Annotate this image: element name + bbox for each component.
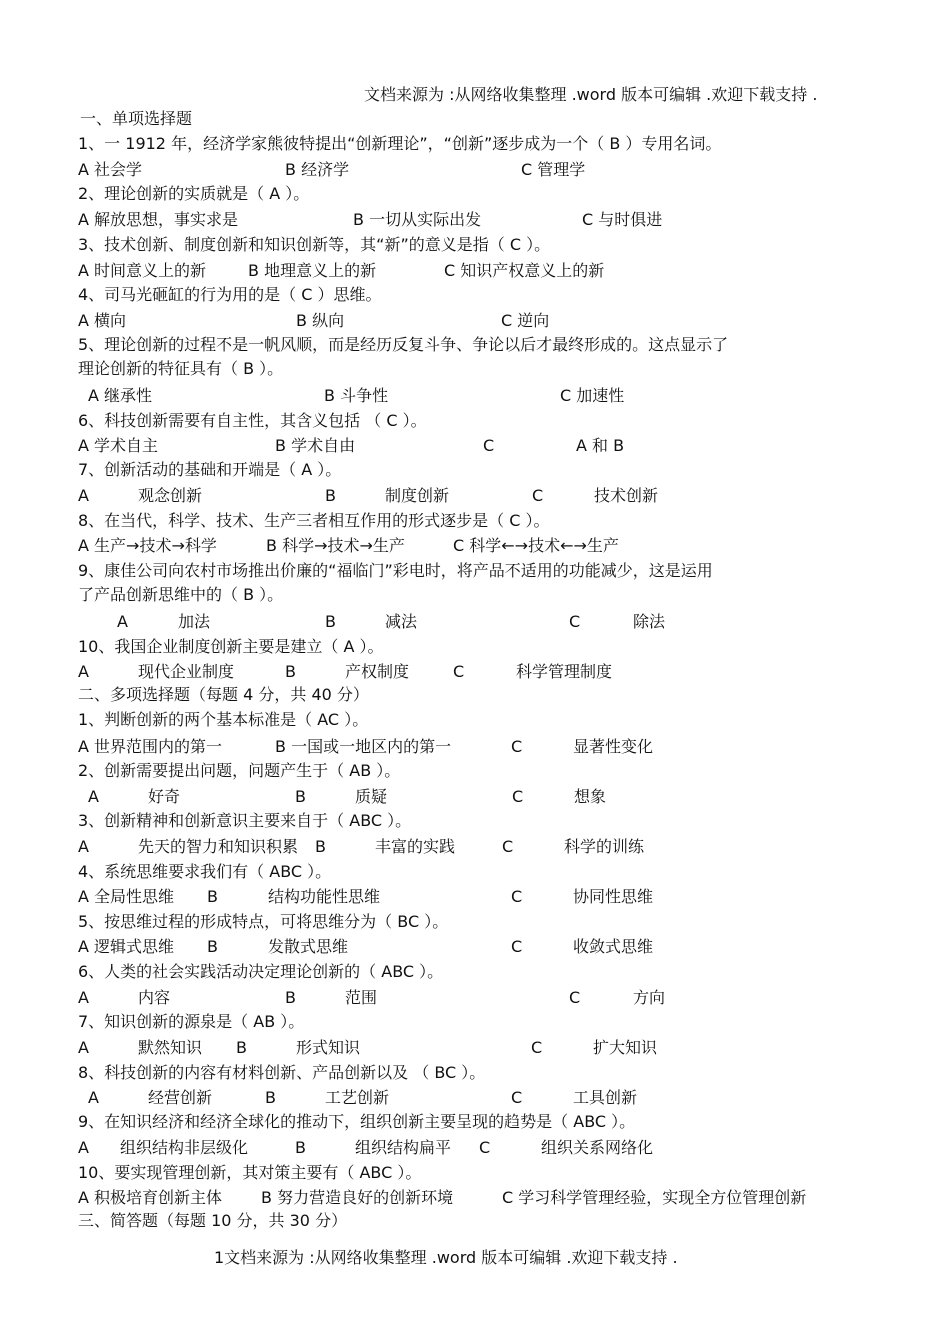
option-letter: A (78, 486, 89, 505)
option-letter: C (569, 612, 581, 631)
option: 组织关系网络化 (541, 1138, 654, 1157)
question-text: 10、我国企业制度创新主要是建立（ A ）。 (78, 637, 384, 656)
option-letter: B (285, 988, 296, 1007)
option: B 地理意义上的新 (248, 261, 377, 280)
question-text: 4、系统思维要求我们有（ ABC ）。 (78, 862, 332, 881)
option-letter: A (78, 1138, 89, 1157)
option: 范围 (345, 988, 378, 1007)
option-letter: A (88, 1088, 99, 1107)
option-letter: C (511, 887, 523, 906)
option: A 学术自主 (78, 436, 159, 455)
option: B 一国或一地区内的第一 (275, 737, 452, 756)
option-letter: C (512, 787, 524, 806)
option: A 和 B (576, 436, 625, 455)
option: 发散式思维 (268, 937, 349, 956)
option: C 加速性 (560, 386, 625, 405)
option-letter: B (285, 662, 296, 681)
option-letter: C (531, 1038, 543, 1057)
option: 技术创新 (594, 486, 659, 505)
option-letter: A (88, 787, 99, 806)
option-letter: C (569, 988, 581, 1007)
option-letter: B (295, 1138, 306, 1157)
question-text: 2、理论创新的实质就是（ A ）。 (78, 184, 310, 203)
section-title: 二、多项选择题（每题 4 分，共 40 分） (78, 685, 369, 704)
option: 现代企业制度 (138, 662, 235, 681)
page-header: 文档来源为 :从网络收集整理 .word 版本可编辑 .欢迎下载支持 . (364, 85, 818, 104)
option: A 社会学 (78, 160, 143, 179)
option-letter: C (453, 662, 465, 681)
option: A 逻辑式思维 (78, 937, 175, 956)
option-letter: A (117, 612, 128, 631)
option: A 世界范围内的第一 (78, 737, 223, 756)
question-text: 1、判断创新的两个基本标准是（ AC ）。 (78, 710, 369, 729)
option: 组织结构扁平 (355, 1138, 452, 1157)
option: B 努力营造良好的创新环境 (261, 1188, 454, 1207)
question-text: 1、一 1912 年，经济学家熊彼特提出“创新理论”，“创新”逐步成为一个（ B ）专用名词。 (78, 134, 722, 153)
option: 减法 (385, 612, 418, 631)
option-letter: B (236, 1038, 247, 1057)
option: 质疑 (355, 787, 388, 806)
option: A 生产→技术→科学 (78, 536, 217, 555)
option: 组织结构非层级化 (120, 1138, 249, 1157)
option: C 知识产权意义上的新 (444, 261, 605, 280)
option-letter: A (78, 837, 89, 856)
option: 经营创新 (148, 1088, 213, 1107)
question-text: 6、科技创新需要有自主性，其含义包括 （ C ）。 (78, 411, 427, 430)
option: 除法 (633, 612, 666, 631)
option-letter: C (511, 937, 523, 956)
question-text: 了产品创新思维中的（ B ）。 (78, 585, 284, 604)
option: 丰富的实践 (375, 837, 456, 856)
option: A 时间意义上的新 (78, 261, 207, 280)
page-footer: 1文档来源为 :从网络收集整理 .word 版本可编辑 .欢迎下载支持 . (214, 1248, 678, 1267)
option-letter: B (265, 1088, 276, 1107)
option: C 学习科学管理经验，实现全方位管理创新 (502, 1188, 807, 1207)
question-text: 9、康佳公司向农村市场推出价廉的“福临门”彩电时，将产品不适用的功能减少，这是运用 (78, 561, 713, 580)
option: A 继承性 (88, 386, 153, 405)
option: 观念创新 (138, 486, 203, 505)
option: 默然知识 (138, 1038, 203, 1057)
question-text: 7、创新活动的基础和开端是（ A ）。 (78, 460, 342, 479)
option: A 解放思想，事实求是 (78, 210, 239, 229)
option-letter: C (511, 737, 523, 756)
question-text: 10、要实现管理创新，其对策主要有（ ABC ）。 (78, 1163, 422, 1182)
section-title: 三、简答题（每题 10 分，共 30 分） (78, 1211, 348, 1230)
option: 先天的智力和知识积累 (138, 837, 299, 856)
option-letter: A (78, 988, 89, 1007)
option: 协同性思维 (573, 887, 654, 906)
option-letter: B (295, 787, 306, 806)
option: 制度创新 (385, 486, 450, 505)
option: 工具创新 (573, 1088, 638, 1107)
question-text: 8、科技创新的内容有材料创新、产品创新以及 （ BC ）。 (78, 1063, 486, 1082)
question-text: 2、创新需要提出问题，问题产生于（ AB ）。 (78, 761, 401, 780)
option: B 一切从实际出发 (353, 210, 482, 229)
option: 好奇 (148, 787, 181, 806)
option: 方向 (633, 988, 666, 1007)
question-text: 6、人类的社会实践活动决定理论创新的（ ABC ）。 (78, 962, 444, 981)
option: 科学管理制度 (516, 662, 613, 681)
option: C 与时俱进 (582, 210, 663, 229)
section-title: 一、单项选择题 (80, 109, 193, 128)
option-letter: C (511, 1088, 523, 1107)
option: 产权制度 (345, 662, 410, 681)
question-text: 4、司马光砸缸的行为用的是（ C ）思维。 (78, 285, 382, 304)
option: A 全局性思维 (78, 887, 175, 906)
option: C 管理学 (521, 160, 586, 179)
option-letter: B (315, 837, 326, 856)
question-text: 理论创新的特征具有（ B ）。 (78, 359, 284, 378)
option: A 横向 (78, 311, 127, 330)
option-letter: B (325, 612, 336, 631)
option: 扩大知识 (593, 1038, 658, 1057)
question-text: 3、技术创新、制度创新和知识创新等，其“新”的意义是指（ C ）。 (78, 235, 551, 254)
option: B 经济学 (285, 160, 350, 179)
option: C (483, 436, 495, 455)
option: 加法 (178, 612, 211, 631)
option: B 纵向 (296, 311, 345, 330)
option: 结构功能性思维 (268, 887, 381, 906)
option: 形式知识 (296, 1038, 361, 1057)
option: B 学术自由 (275, 436, 356, 455)
question-text: 7、知识创新的源泉是（ AB ）。 (78, 1012, 305, 1031)
option-letter: C (479, 1138, 491, 1157)
option: 收敛式思维 (573, 937, 654, 956)
option: C 科学←→技术←→生产 (453, 536, 619, 555)
option-letter: B (207, 887, 218, 906)
question-text: 5、理论创新的过程不是一帆风顺，而是经历反复斗争、争论以后才最终形成的。这点显示了 (78, 335, 729, 354)
option-letter: C (502, 837, 514, 856)
question-text: 9、在知识经济和经济全球化的推动下，组织创新主要呈现的趋势是（ ABC ）。 (78, 1112, 636, 1131)
option: 显著性变化 (573, 737, 654, 756)
option-letter: A (78, 662, 89, 681)
option: 想象 (574, 787, 607, 806)
question-text: 8、在当代，科学、技术、生产三者相互作用的形式逐步是（ C ）。 (78, 511, 550, 530)
option: B 斗争性 (324, 386, 389, 405)
option-letter: A (78, 1038, 89, 1057)
option: 工艺创新 (325, 1088, 390, 1107)
option: C 逆向 (501, 311, 550, 330)
option: 内容 (138, 988, 171, 1007)
question-text: 3、创新精神和创新意识主要来自于（ ABC ）。 (78, 811, 412, 830)
option-letter: C (532, 486, 544, 505)
question-text: 5、按思维过程的形成特点，可将思维分为（ BC ）。 (78, 912, 449, 931)
option-letter: B (207, 937, 218, 956)
option: A 积极培育创新主体 (78, 1188, 223, 1207)
option: 科学的训练 (564, 837, 645, 856)
option-letter: B (325, 486, 336, 505)
option: B 科学→技术→生产 (266, 536, 405, 555)
